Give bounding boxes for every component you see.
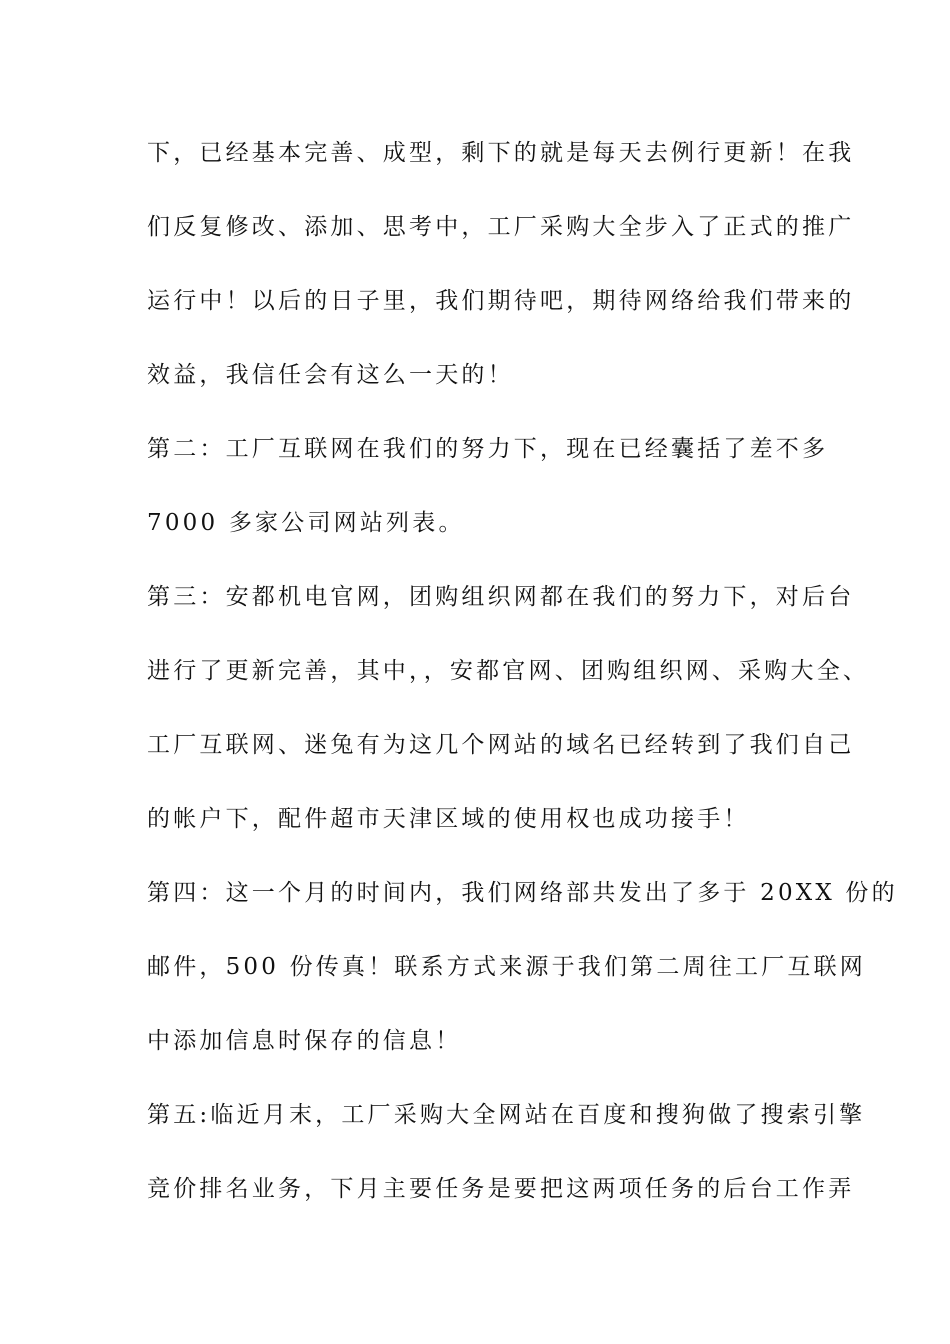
text-line-7: 第三：安都机电官网，团购组织网都在我们的努力下，对后台 — [147, 584, 855, 610]
text-line-11: 第四：这一个月的时间内，我们网络部共发出了多于 20XX 份的 — [147, 880, 898, 906]
text-line-4: 效益，我信任会有这么一天的！ — [147, 362, 514, 388]
text-line-10: 的帐户下，配件超市天津区域的使用权也成功接手！ — [147, 806, 750, 832]
text-line-13: 中添加信息时保存的信息！ — [147, 1028, 462, 1054]
text-line-15: 竞价排名业务，下月主要任务是要把这两项任务的后台工作弄 — [147, 1176, 855, 1202]
text-line-8: 进行了更新完善，其中，，安都官网、团购组织网、采购大全、 — [147, 658, 870, 684]
text-line-9: 工厂互联网、迷兔有为这几个网站的域名已经转到了我们自己 — [147, 732, 855, 758]
text-line-6: 7000 多家公司网站列表。 — [147, 510, 465, 536]
text-line-3: 运行中！以后的日子里，我们期待吧，期待网络给我们带来的 — [147, 288, 855, 314]
text-line-1: 下，已经基本完善、成型，剩下的就是每天去例行更新！在我 — [147, 140, 855, 166]
text-line-12: 邮件，500 份传真！联系方式来源于我们第二周往工厂互联网 — [147, 954, 867, 980]
text-line-2: 们反复修改、添加、思考中，工厂采购大全步入了正式的推广 — [147, 214, 855, 240]
text-line-5: 第二：工厂互联网在我们的努力下，现在已经囊括了差不多 — [147, 436, 829, 462]
text-line-14: 第五:临近月末，工厂采购大全网站在百度和搜狗做了搜索引擎 — [147, 1102, 866, 1128]
